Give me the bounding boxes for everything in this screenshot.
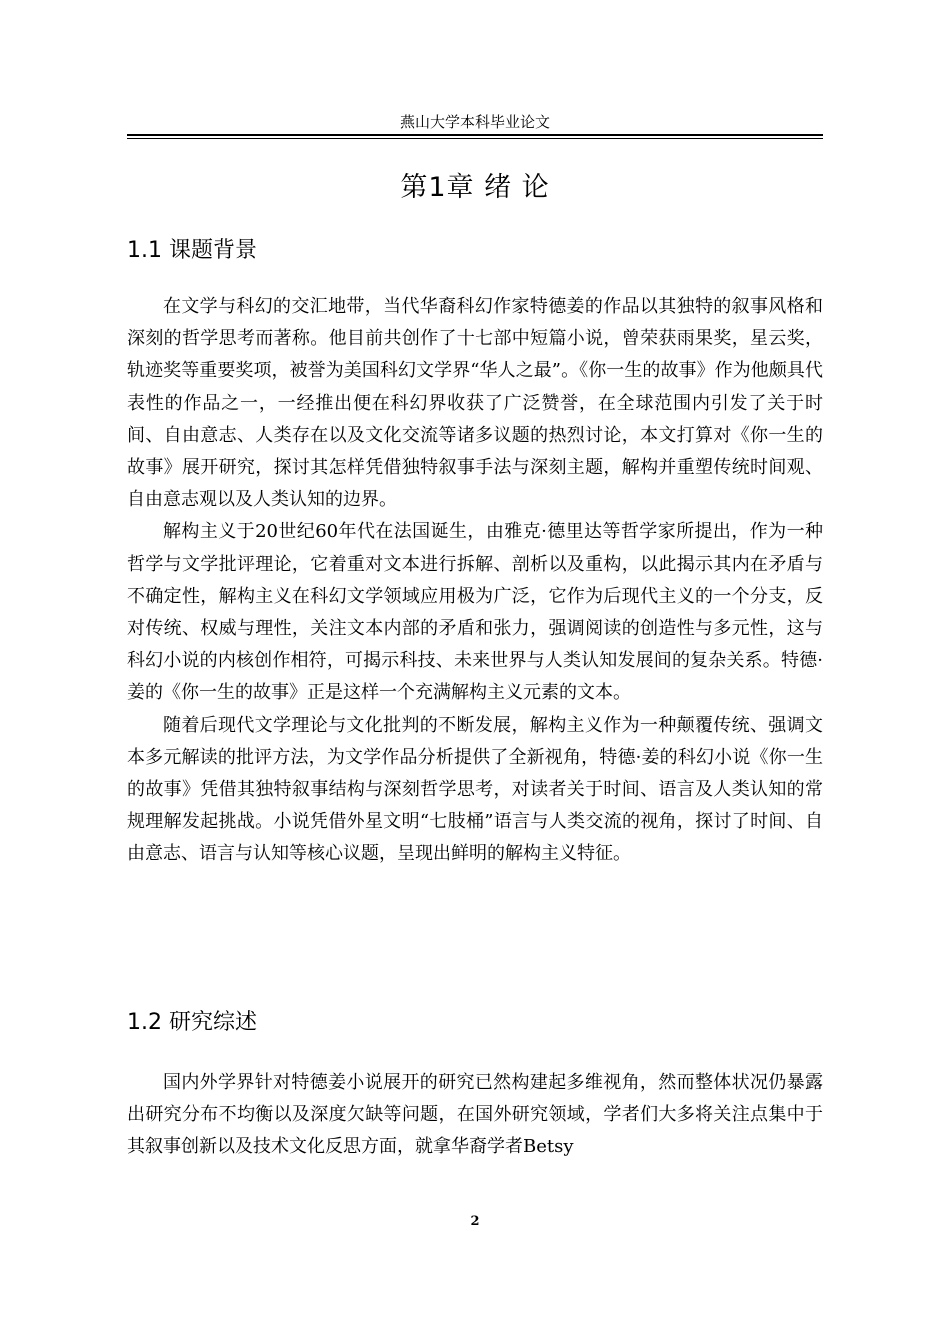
paragraph: 国内外学界针对特德姜小说展开的研究已然构建起多维视角，然而整体状况仍暴露出研究分布不均衡以及深度欠缺等问题，在国外研究领域，学者们大多将关注点集中于其叙事创新以及技术文化反思方面，就拿华裔学者Betsy <box>127 1072 823 1158</box>
section-heading-1-2: 1.2 研究综述 <box>127 1010 257 1035</box>
page-number: 2 <box>470 1214 480 1229</box>
header-rule-thin <box>127 138 823 139</box>
chapter-title: 第1章 绪 论 <box>400 172 550 203</box>
paragraph: 随着后现代文学理论与文化批判的不断发展，解构主义作为一种颠覆传统、强调文本多元解读的批评方法，为文学作品分析提供了全新视角，特德·姜的科幻小说《你一生的故事》凭借其独特叙事结构与深刻哲学思考，对读者关于时间、语言及人类认知的常规理解发起挑战。小说凭借外星文明“七肢桶”语言与人类交流的视角，探讨了时间、自由意志、语言与认知等核心议题，呈现出鲜明的解构主义特征。 <box>127 714 823 865</box>
section-heading-1-1: 1.1 课题背景 <box>127 238 257 263</box>
section-1-2-body <box>127 1067 823 1164</box>
header-rule-thick <box>127 134 823 136</box>
running-header: 燕山大学本科毕业论文 <box>399 113 550 131</box>
section-1-1-body <box>127 291 823 871</box>
paragraph: 解构主义于20世纪60年代在法国诞生，由雅克·德里达等哲学家所提出，作为一种哲学与文学批评理论，它着重对文本进行拆解、剖析以及重构，以此揭示其内在矛盾与不确定性，解构主义在科幻文学领域应用极为广泛，它作为后现代主义的一个分支，反对传统、权威与理性，关注文本内部的矛盾和张力，强调阅读的创造性与多元性，这与科幻小说的内核创作相符，可揭示科技、未来世界与人类认知发展间的复杂关系。特德·姜的《你一生的故事》正是这样一个充满解构主义元素的文本。 <box>127 521 823 704</box>
paragraph: 在文学与科幻的交汇地带，当代华裔科幻作家特德姜的作品以其独特的叙事风格和深刻的哲学思考而著称。他目前共创作了十七部中短篇小说，曾荣获雨果奖，星云奖，轨迹奖等重要奖项，被誉为美国科幻文学界“华人之最”。《你一生的故事》作为他颇具代表性的作品之一，一经推出便在科幻界收获了广泛赞誉，在全球范围内引发了关于时间、自由意志、人类存在以及文化交流等诸多议题的热烈讨论，本文打算对《你一生的故事》展开研究，探讨其怎样凭借独特叙事手法与深刻主题，解构并重塑传统时间观、自由意志观以及人类认知的边界。 <box>127 296 823 511</box>
